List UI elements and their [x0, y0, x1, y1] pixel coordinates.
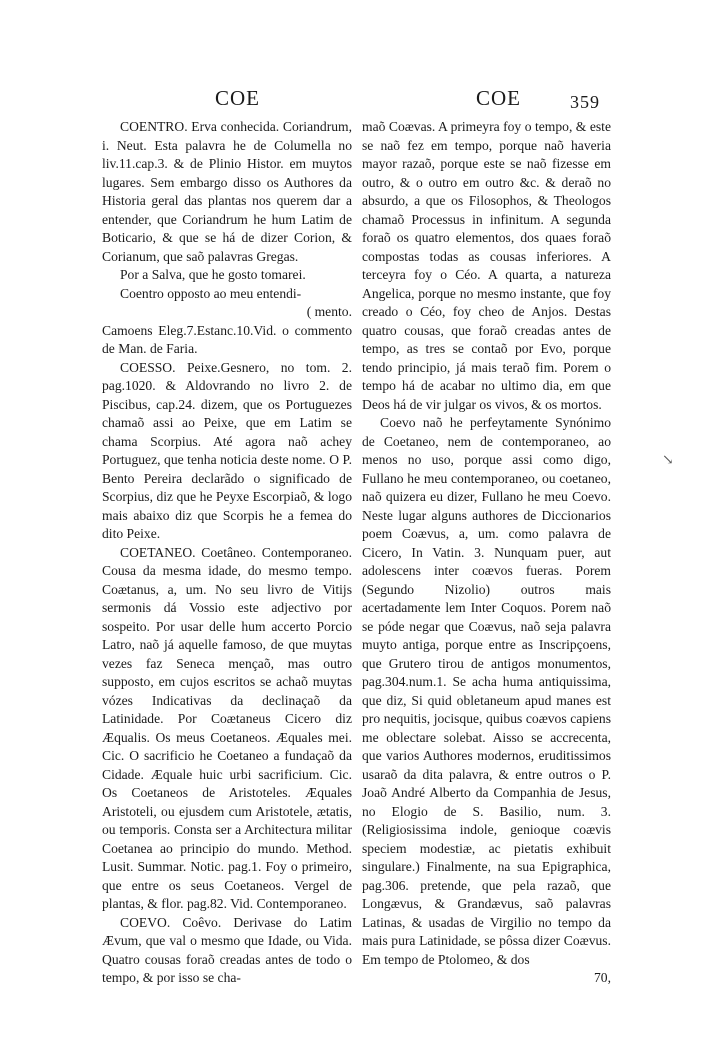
paragraph: Coevo naõ he perfeytamente Synónimo de Coetaneo, nem de contemporaneo, ao menos no uso, porque assi como digo, Fullano he meu contemporaneo, ou coetaneo, naõ quizera eu dizer, Fullano he meu Coevo. Neste lugar alguns authores de Diccionarios poem Coævus, a, um. como palavra de Cicero, In Vatin. 3. Nunquam puer, aut adolescens inter coævos fueras. Porem (Segundo Nizolio) outros mais acertadamente lem Inter Coquos. Porem naõ se póde negar que Coævus, naõ seja palavra muyto antiga, porque entre as Inscripçoens, que Grutero tirou de antigos monumentos, pag.304.num.1. Se acha huma antiquissima, que diz, Si quid obletaneum apud manes est pro nequitis, jocisque, quibus coævos capiens me oblectare solebat. Aisso se accrecenta, que varios Authores modernos, eruditissimos usaraõ da dita palavra, & entre outros o P. Joaõ André Alberto da Companhia de Jesus, no Elogio de S. Basilio, num. 3. (Religiosissima indole, genioque coævis speciem modestiæ, ac pietatis exhibuit singulare.) Finalmente, na sua Epigraphica, pag.306. pretende, que pela razaõ, que Longævus, & Grandævus, saõ palavras Latinas, & usadas de Virgilio no tempo da mais pura Latinidade, se pôssa dizer Coævus. Em tempo de Ptolomeo, & dos — [362, 415, 611, 967]
left-running-head: COE — [215, 86, 260, 110]
right-column — [362, 118, 611, 988]
entry-coetaneo: COETANEO. Coetâneo. Contemporaneo. Cousa da mesma idade, do mesmo tempo. Coætanus, a, um. No seu livro de Vitijs sermonis dá Vossio este adjectivo por sospeito. Por usar delle hum accerto Porcio Latro, naõ já aquelle famoso, de que muytas vezes faz Seneca mençaõ, mas outro supposto, em cujos escritos se achaõ muytas vózes Indicativas da declinaçaõ da Latinidade. Por Coætaneus Cicero diz Æqualis. Os meus Coetaneos. Æquales mei. Cic. O sacrificio he Coetaneo a fundaçaõ da Cidade. Æquale huic urbi sacrificium. Cic. Os Coetaneos de Aristoteles. Æquales Aristoteli, ou ejusdem cum Aristotele, ætatis, ou temporis. Consta ser a Architectura militar Coetanea ao principio do mundo. Method. Lusit. Summar. Notic. pag.1. Foy o primeiro, que entre os seus Coetaneos. Vergel de plantas, & flor. pag.82. Vid. Contemporaneo. — [102, 544, 352, 911]
verse-line: Coentro opposto ao meu entendi- — [120, 285, 302, 301]
citation: Camoens Eleg.7.Estanc.10.Vid. o commento de Man. de Faria. — [102, 322, 352, 356]
entry-coevo-continued: maõ Coævas. A primeyra foy o tempo, & este se naõ fez em tempo, porque naõ haveria mayor razaõ, porque este se naõ fizesse em outro, & o outro em outro &c. & deraõ no absurdo, a que os Filosophos, & Theologos chamaõ Processus in infinitum. A segunda foraõ os quatro elementos, dos quaes foraõ compostas todas as cousas inferiores. A terceyra foy o Céo. A quarta, a natureza Angelica, porque no mesmo instante, que foy creado o Céo, foy cheo de Anjos. Destas quatro cousas, que foraõ creadas antes de tempo, as tres se contaõ por Evo, porque tendo principio, já mais teraõ fim. Porem o tempo há de acabar no ultimo dia, em que Deos há de vir julgar os vivos, & os mortos. — [362, 119, 611, 412]
entry-coentro: COENTRO. Erva conhecida. Coriandrum, i. Neut. Esta palavra he de Columella no liv.11.cap.3. & de Plinio Histor. em muytos lugares. Sem embargo disso os Authores da Historia geral das plantas nos querem dar a entender, que Coriandrum he hum Latim de Boticario, & que se há de dizer Corion, & Corianum, que saõ palavras Gregas. — [102, 119, 352, 264]
page-number: 359 — [570, 92, 600, 112]
left-column — [102, 118, 352, 988]
entry-coevo: COEVO. Coêvo. Derivase do Latim Ævum, que val o mesmo que Idade, ou Vida. Quatro cousas foraõ creadas antes de todo o tempo, & por isso se cha- — [102, 914, 352, 985]
verse-line: ( mento. — [306, 304, 352, 319]
margin-mark-icon: ↘ — [662, 453, 674, 468]
entry-coesso: COESSO. Peixe.Gesnero, no tom. 2. pag.1020. & Aldovrando no livro 2. de Piscibus, cap.24. dizem, que os Portuguezes chamaõ assi ao Peixe, que em Latim se chama Scorpius. Até agora naõ achey Portuguez, que tenha noticia deste nome. O P. Bento Pereira declarãdo o significado de Scorpius, diz que he Peyxe Escorpiaõ, & logo mais abaixo diz que Scorpis he a femea do dito Peixe. — [102, 359, 352, 541]
catchword: 70, — [594, 970, 611, 985]
right-running-head: COE — [476, 86, 521, 110]
verse-line: Por a Salva, que he gosto tomarei. — [120, 267, 306, 282]
